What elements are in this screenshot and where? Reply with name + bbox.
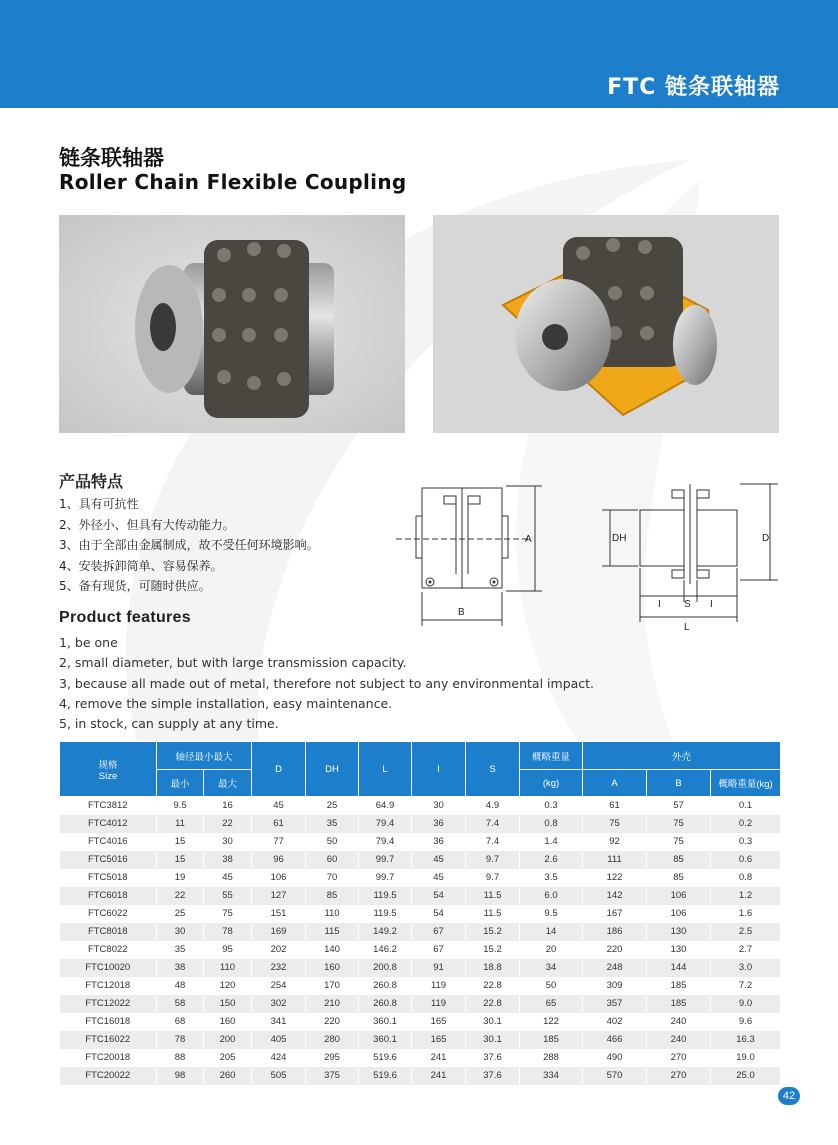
table-cell: 140 xyxy=(306,941,359,959)
table-cell: 240 xyxy=(647,1013,711,1031)
table-cell: 185 xyxy=(647,977,711,995)
table-cell: 20 xyxy=(520,941,583,959)
coupling-photo-with-cover xyxy=(433,215,779,433)
table-cell: 34 xyxy=(520,959,583,977)
table-row xyxy=(60,1013,781,1031)
list-item: 4、安装拆卸简单、容易保养。 xyxy=(59,558,223,573)
table-cell: 0.8 xyxy=(520,815,583,833)
table-cell: 0.3 xyxy=(711,833,781,851)
header-cover-weight: 概略重量(kg) xyxy=(711,770,781,797)
dimension-label-dh: DH xyxy=(612,533,627,544)
table-cell: 232 xyxy=(252,959,306,977)
header-i: I xyxy=(412,742,466,797)
list-item: 1、具有可抗性 xyxy=(59,497,139,511)
table-cell: 288 xyxy=(520,1049,583,1067)
cover-dimension-drawing xyxy=(392,478,542,630)
table-cell: 61 xyxy=(252,815,306,833)
table-cell: 30.1 xyxy=(466,1031,520,1049)
table-cell: 22 xyxy=(204,815,252,833)
table-cell: 169 xyxy=(252,923,306,941)
table-cell: 151 xyxy=(252,905,306,923)
table-cell: 11.5 xyxy=(466,887,520,905)
table-cell: 36 xyxy=(412,815,466,833)
table-cell: 67 xyxy=(412,941,466,959)
table-cell: 119 xyxy=(412,995,466,1013)
table-cell: 9.5 xyxy=(157,797,204,815)
table-cell: 1.2 xyxy=(711,887,781,905)
table-cell: 61 xyxy=(583,797,647,815)
table-cell: 186 xyxy=(583,923,647,941)
table-row xyxy=(60,887,781,905)
table-cell: 200 xyxy=(204,1031,252,1049)
table-cell: 65 xyxy=(520,995,583,1013)
table-row xyxy=(60,977,781,995)
table-cell: 570 xyxy=(583,1067,647,1085)
table-cell: 122 xyxy=(520,1013,583,1031)
table-cell: 75 xyxy=(647,833,711,851)
table-cell: 70 xyxy=(306,869,359,887)
table-cell: 2.7 xyxy=(711,941,781,959)
dimension-label-b: B xyxy=(458,607,465,618)
features-cn-list xyxy=(59,494,319,597)
table-cell: 144 xyxy=(647,959,711,977)
table-cell: 160 xyxy=(204,1013,252,1031)
table-cell: 75 xyxy=(647,815,711,833)
table-row xyxy=(60,1067,781,1085)
table-cell: 210 xyxy=(306,995,359,1013)
table-cell: 7.2 xyxy=(711,977,781,995)
table-cell: 505 xyxy=(252,1067,306,1085)
table-cell: FTC4012 xyxy=(60,815,157,833)
table-cell: 37.6 xyxy=(466,1049,520,1067)
table-cell: 45 xyxy=(412,851,466,869)
header-bore-min: 最小 xyxy=(157,770,204,797)
table-cell: 78 xyxy=(157,1031,204,1049)
table-cell: 15 xyxy=(157,833,204,851)
table-cell: FTC3812 xyxy=(60,797,157,815)
table-cell: 260.8 xyxy=(359,977,412,995)
table-cell: 119 xyxy=(412,977,466,995)
table-cell: 45 xyxy=(412,869,466,887)
table-cell: 280 xyxy=(306,1031,359,1049)
table-cell: 9.7 xyxy=(466,869,520,887)
dimension-label-i-right: I xyxy=(710,599,713,610)
table-cell: 15 xyxy=(157,851,204,869)
table-cell: 270 xyxy=(647,1049,711,1067)
table-cell: 79.4 xyxy=(359,815,412,833)
table-cell: 160 xyxy=(306,959,359,977)
dimension-label-a: A xyxy=(525,534,532,545)
table-cell: 45 xyxy=(204,869,252,887)
table-cell: 127 xyxy=(252,887,306,905)
table-cell: 50 xyxy=(520,977,583,995)
table-cell: FTC6018 xyxy=(60,887,157,905)
header-dh: DH xyxy=(306,742,359,797)
table-cell: FTC16018 xyxy=(60,1013,157,1031)
table-cell: 490 xyxy=(583,1049,647,1067)
table-cell: 2.6 xyxy=(520,851,583,869)
table-cell: 519.6 xyxy=(359,1049,412,1067)
table-cell: 6.0 xyxy=(520,887,583,905)
table-cell: 7.4 xyxy=(466,815,520,833)
table-cell: 111 xyxy=(583,851,647,869)
table-cell: 424 xyxy=(252,1049,306,1067)
features-cn-heading: 产品特点 xyxy=(59,472,124,491)
table-cell: 106 xyxy=(647,887,711,905)
table-cell: 309 xyxy=(583,977,647,995)
table-cell: 75 xyxy=(204,905,252,923)
table-cell: 85 xyxy=(306,887,359,905)
list-item: 5, in stock, can supply at any time. xyxy=(59,716,279,732)
table-cell: 185 xyxy=(647,995,711,1013)
table-cell: 30.1 xyxy=(466,1013,520,1031)
table-cell: 260.8 xyxy=(359,995,412,1013)
list-item: 5、备有现货，可随时供应。 xyxy=(59,579,211,593)
coupling-dimension-drawing xyxy=(602,480,784,632)
table-cell: 0.3 xyxy=(520,797,583,815)
table-cell: 55 xyxy=(204,887,252,905)
table-cell: 165 xyxy=(412,1031,466,1049)
dimension-label-i-left: I xyxy=(658,599,661,610)
table-cell: 92 xyxy=(583,833,647,851)
header-spec xyxy=(60,742,157,797)
table-cell: 240 xyxy=(647,1031,711,1049)
table-row xyxy=(60,905,781,923)
table-cell: 120 xyxy=(204,977,252,995)
list-item: 2、外径小、但具有大传动能力。 xyxy=(59,517,235,532)
table-cell: 11.5 xyxy=(466,905,520,923)
table-cell: 334 xyxy=(520,1067,583,1085)
table-cell: 295 xyxy=(306,1049,359,1067)
table-cell: FTC12018 xyxy=(60,977,157,995)
table-cell: 375 xyxy=(306,1067,359,1085)
table-cell: 30 xyxy=(412,797,466,815)
page-number: 42 xyxy=(778,1087,800,1105)
table-cell: 67 xyxy=(412,923,466,941)
dimension-label-l: L xyxy=(684,622,690,632)
table-cell: 25 xyxy=(157,905,204,923)
table-cell: FTC6022 xyxy=(60,905,157,923)
table-cell: 241 xyxy=(412,1067,466,1085)
table-cell: 15.2 xyxy=(466,923,520,941)
table-cell: 22.8 xyxy=(466,995,520,1013)
header-spec-en: Size xyxy=(98,770,118,782)
table-cell: 19.0 xyxy=(711,1049,781,1067)
table-cell: FTC10020 xyxy=(60,959,157,977)
table-cell: 77 xyxy=(252,833,306,851)
table-cell: 91 xyxy=(412,959,466,977)
table-row xyxy=(60,815,781,833)
table-cell: FTC4016 xyxy=(60,833,157,851)
table-cell: 64.9 xyxy=(359,797,412,815)
table-cell: 22.8 xyxy=(466,977,520,995)
table-cell: 146.2 xyxy=(359,941,412,959)
table-cell: 270 xyxy=(647,1067,711,1085)
spec-table xyxy=(59,741,781,1085)
table-row xyxy=(60,1031,781,1049)
table-cell: 405 xyxy=(252,1031,306,1049)
table-cell: 302 xyxy=(252,995,306,1013)
product-title-cn: 链条联轴器 xyxy=(59,146,164,170)
table-cell: 18.8 xyxy=(466,959,520,977)
table-cell: 241 xyxy=(412,1049,466,1067)
table-cell: FTC16022 xyxy=(60,1031,157,1049)
header-bore: 轴径最小最大 xyxy=(157,742,252,770)
table-cell: 185 xyxy=(520,1031,583,1049)
list-item: 3、由于全部由金属制成，故不受任何环境影响。 xyxy=(59,538,319,552)
features-en-heading: Product features xyxy=(59,609,191,626)
header-cover-a: A xyxy=(583,770,647,797)
table-cell: 150 xyxy=(204,995,252,1013)
table-cell: 119.5 xyxy=(359,887,412,905)
table-cell: FTC8022 xyxy=(60,941,157,959)
table-row xyxy=(60,995,781,1013)
table-row xyxy=(60,797,781,815)
table-row xyxy=(60,1049,781,1067)
table-cell: 50 xyxy=(306,833,359,851)
dimension-label-s: S xyxy=(684,599,691,610)
table-cell: 78 xyxy=(204,923,252,941)
table-cell: 1.6 xyxy=(711,905,781,923)
table-cell: 130 xyxy=(647,923,711,941)
table-cell: 115 xyxy=(306,923,359,941)
table-cell: 106 xyxy=(252,869,306,887)
table-row xyxy=(60,851,781,869)
table-cell: 165 xyxy=(412,1013,466,1031)
table-cell: 57 xyxy=(647,797,711,815)
dimension-label-d: D xyxy=(762,533,770,544)
table-cell: 254 xyxy=(252,977,306,995)
list-item: 2, small diameter, but with large transmission capacity. xyxy=(59,655,407,671)
table-cell: 142 xyxy=(583,887,647,905)
header-weight-unit: (kg) xyxy=(520,770,583,797)
coupling-photo-steel xyxy=(59,215,405,433)
table-cell: 68 xyxy=(157,1013,204,1031)
table-cell: 96 xyxy=(252,851,306,869)
table-cell: 0.1 xyxy=(711,797,781,815)
table-cell: 360.1 xyxy=(359,1013,412,1031)
table-cell: 48 xyxy=(157,977,204,995)
table-cell: 45 xyxy=(252,797,306,815)
header-bore-max: 最大 xyxy=(204,770,252,797)
table-cell: 220 xyxy=(306,1013,359,1031)
table-cell: 0.6 xyxy=(711,851,781,869)
table-cell: 60 xyxy=(306,851,359,869)
table-cell: 122 xyxy=(583,869,647,887)
table-cell: 9.6 xyxy=(711,1013,781,1031)
table-cell: 9.0 xyxy=(711,995,781,1013)
table-cell: 4.9 xyxy=(466,797,520,815)
table-cell: 360.1 xyxy=(359,1031,412,1049)
list-item: 1, be one xyxy=(59,635,118,650)
features-en-list xyxy=(59,633,594,734)
table-cell: 200.8 xyxy=(359,959,412,977)
table-cell: 88 xyxy=(157,1049,204,1067)
table-cell: 248 xyxy=(583,959,647,977)
table-cell: 1.4 xyxy=(520,833,583,851)
table-cell: 167 xyxy=(583,905,647,923)
header-l: L xyxy=(359,742,412,797)
table-cell: 35 xyxy=(157,941,204,959)
table-cell: 466 xyxy=(583,1031,647,1049)
header-spec-cn: 规格 xyxy=(98,759,118,771)
header-cover-b: B xyxy=(647,770,711,797)
table-cell: 119.5 xyxy=(359,905,412,923)
header-s: S xyxy=(466,742,520,797)
table-cell: 85 xyxy=(647,869,711,887)
table-cell: 58 xyxy=(157,995,204,1013)
table-cell: 0.8 xyxy=(711,869,781,887)
table-cell: 16 xyxy=(204,797,252,815)
table-cell: 54 xyxy=(412,887,466,905)
table-cell: 54 xyxy=(412,905,466,923)
table-cell: 99.7 xyxy=(359,869,412,887)
table-cell: 98 xyxy=(157,1067,204,1085)
table-cell: FTC5018 xyxy=(60,869,157,887)
table-cell: FTC20018 xyxy=(60,1049,157,1067)
table-cell: 25 xyxy=(306,797,359,815)
table-cell: 79.4 xyxy=(359,833,412,851)
table-cell: 9.7 xyxy=(466,851,520,869)
table-row xyxy=(60,923,781,941)
header-cover: 外壳 xyxy=(583,742,781,770)
table-cell: 3.5 xyxy=(520,869,583,887)
table-cell: 36 xyxy=(412,833,466,851)
table-cell: 106 xyxy=(647,905,711,923)
table-cell: 357 xyxy=(583,995,647,1013)
table-cell: 35 xyxy=(306,815,359,833)
table-cell: FTC5016 xyxy=(60,851,157,869)
table-cell: 170 xyxy=(306,977,359,995)
product-title-en: Roller Chain Flexible Coupling xyxy=(59,170,407,194)
table-row xyxy=(60,833,781,851)
spec-table-body xyxy=(60,797,781,1085)
table-cell: 38 xyxy=(157,959,204,977)
header-weight: 概略重量 xyxy=(520,742,583,770)
table-cell: 202 xyxy=(252,941,306,959)
table-cell: 37.6 xyxy=(466,1067,520,1085)
table-row xyxy=(60,869,781,887)
list-item: 3, because all made out of metal, therefore not subject to any environmental impact. xyxy=(59,675,595,691)
table-row xyxy=(60,941,781,959)
table-cell: 2.5 xyxy=(711,923,781,941)
table-cell: 220 xyxy=(583,941,647,959)
header-d: D xyxy=(252,742,306,797)
table-cell: FTC12022 xyxy=(60,995,157,1013)
table-cell: 95 xyxy=(204,941,252,959)
table-cell: 14 xyxy=(520,923,583,941)
table-cell: 85 xyxy=(647,851,711,869)
table-cell: 19 xyxy=(157,869,204,887)
table-row xyxy=(60,959,781,977)
table-cell: FTC8018 xyxy=(60,923,157,941)
table-cell: 260 xyxy=(204,1067,252,1085)
table-cell: 519.6 xyxy=(359,1067,412,1085)
table-cell: 9.5 xyxy=(520,905,583,923)
table-cell: 30 xyxy=(204,833,252,851)
table-cell: 38 xyxy=(204,851,252,869)
table-cell: 25.0 xyxy=(711,1067,781,1085)
table-cell: 402 xyxy=(583,1013,647,1031)
table-cell: FTC20022 xyxy=(60,1067,157,1085)
table-cell: 16.3 xyxy=(711,1031,781,1049)
table-cell: 341 xyxy=(252,1013,306,1031)
table-cell: 22 xyxy=(157,887,204,905)
table-cell: 3.0 xyxy=(711,959,781,977)
table-cell: 99.7 xyxy=(359,851,412,869)
list-item: 4, remove the simple installation, easy maintenance. xyxy=(59,695,393,711)
table-cell: 7.4 xyxy=(466,833,520,851)
table-cell: 110 xyxy=(204,959,252,977)
table-cell: 110 xyxy=(306,905,359,923)
table-cell: 30 xyxy=(157,923,204,941)
table-cell: 205 xyxy=(204,1049,252,1067)
table-cell: 75 xyxy=(583,815,647,833)
table-cell: 130 xyxy=(647,941,711,959)
table-cell: 0.2 xyxy=(711,815,781,833)
table-cell: 15.2 xyxy=(466,941,520,959)
table-cell: 11 xyxy=(157,815,204,833)
page-header-title: FTC 链条联轴器 xyxy=(607,75,780,100)
table-cell: 149.2 xyxy=(359,923,412,941)
